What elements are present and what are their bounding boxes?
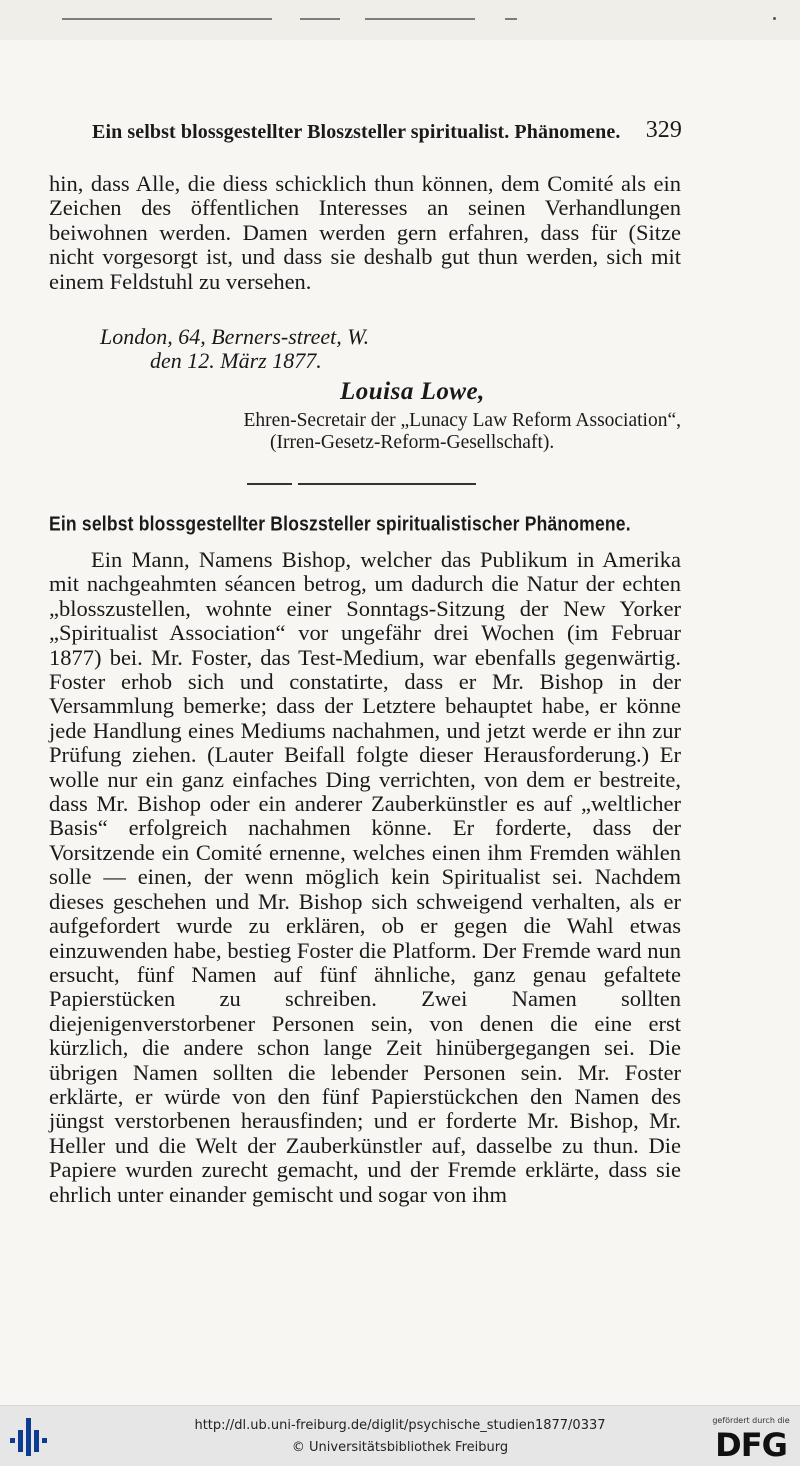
source-url-link[interactable]: http://dl.ub.uni-freiburg.de/diglit/psychische_studien1877/0337 [194,1418,606,1433]
scan-edge-line [365,18,475,20]
running-header [92,117,682,147]
signature-date: den 12. März 1877. [150,348,322,373]
signature-role [173,410,681,454]
scan-edge-line [62,18,272,20]
scan-edge-line [300,18,340,20]
running-header-title: Ein selbst blossgestellter Bloszsteller spiritualist. Phänomene. [92,121,621,143]
signature-name: Louisa Lowe, [340,378,485,405]
scan-speck [773,17,776,20]
signature-place: London, 64, Berners-street, W. [100,324,370,349]
copyright-notice: © Universitätsbibliothek Freiburg [291,1440,509,1455]
scan-edge-line [505,18,517,20]
section-divider [298,483,476,485]
dfg-logo: DFG [715,1426,787,1464]
intro-paragraph: hin, dass Alle, die diess schicklich thun können, dem Comité als ein Zeichen des öffentlichen Interesses an seinen Verhandlungen beiwohnen werden. Damen werden gern erfahren, dass für (Sitze nicht vorgesorgt ist, und dass sie deshalb gut thun werden, sich mit einem Feldstuhl zu versehen. [49,171,681,294]
article-paragraph [49,548,681,1207]
signature-role-line1: Ehren-Secretair der „Lunacy Law Reform Association“, [243,410,681,431]
article-text: Ein Mann, Namens Bishop, welcher das Publikum in Amerika mit nachgeahmten séancen betrog, um dadurch die Natur der echten „blosszustellen, wohnte einer Sonntags-Sitzung der New Yorker „Spiritualist Association“ vor ungefähr drei Wochen (im Februar 1877) bei. Mr. Foster, das Test-Medium, war ebenfalls gegenwärtig. Foster erhob sich und constatirte, dass er Mr. Bishop in der Versammlung bemerke; dass der Letztere behauptet habe, er könne jede Handlung eines Mediums nachahmen, und jetzt werde er ihn zur Prüfung ziehen. (Lauter Beifall folgte dieser Herausforderung.) Er wolle nur ein ganz einfaches Ding verrichten, von dem er bestreite, dass Mr. Bishop oder ein anderer Zauberkünstler es auf „weltlicher Basis“ erfolgreich nachahmen könne. Er forderte, dass der Vorsitzende ein Comité ernenne, welches einen ihm Fremden wählen solle — einen, der wenn möglich kein Spiritualist sei. Nachdem dieses geschehen und Mr. Bishop sich schweigend verhalten, als er aufgefordert wurde zu erklären, ob er gegen die Wahl etwas einzuwenden habe, bestieg Foster die Platform. Der Fremde ward nun ersucht, fünf Namen auf fünf ähnliche, ganz genau gefaltete Papierstücken zu schreiben. Zwei Namen sollten diejenigenverstorbener Personen sein, von denen die eine erst kürzlich, die andere schon lange Zeit hinübergegangen sei. Die übrigen Namen sollten die lebender Personen sein. Mr. Foster erklärte, er würde von den fünf Papierstückchen den Namen des jüngst verstorbenen herausfinden; und er forderte Mr. Bishop, Mr. Heller und die Welt der Zauberkünstler auf, dasselbe zu thun. Die Papiere wurden zurecht gemacht, und der Fremde erklärte, dass sie ehrlich unter einander gemischt und sogar von ihm [49,547,681,1207]
funding-label: gefördert durch die [712,1416,790,1425]
page-number: 329 [645,117,682,143]
footer-bar [0,1405,800,1466]
section-title: Ein selbst blossgestellter Bloszsteller spiritualistischer Phänomene. [49,512,631,535]
section-divider [247,483,292,485]
scan-top-edge [0,0,800,40]
signature-role-line2: (Irren-Gesetz-Reform-Gesellschaft). [270,432,555,453]
